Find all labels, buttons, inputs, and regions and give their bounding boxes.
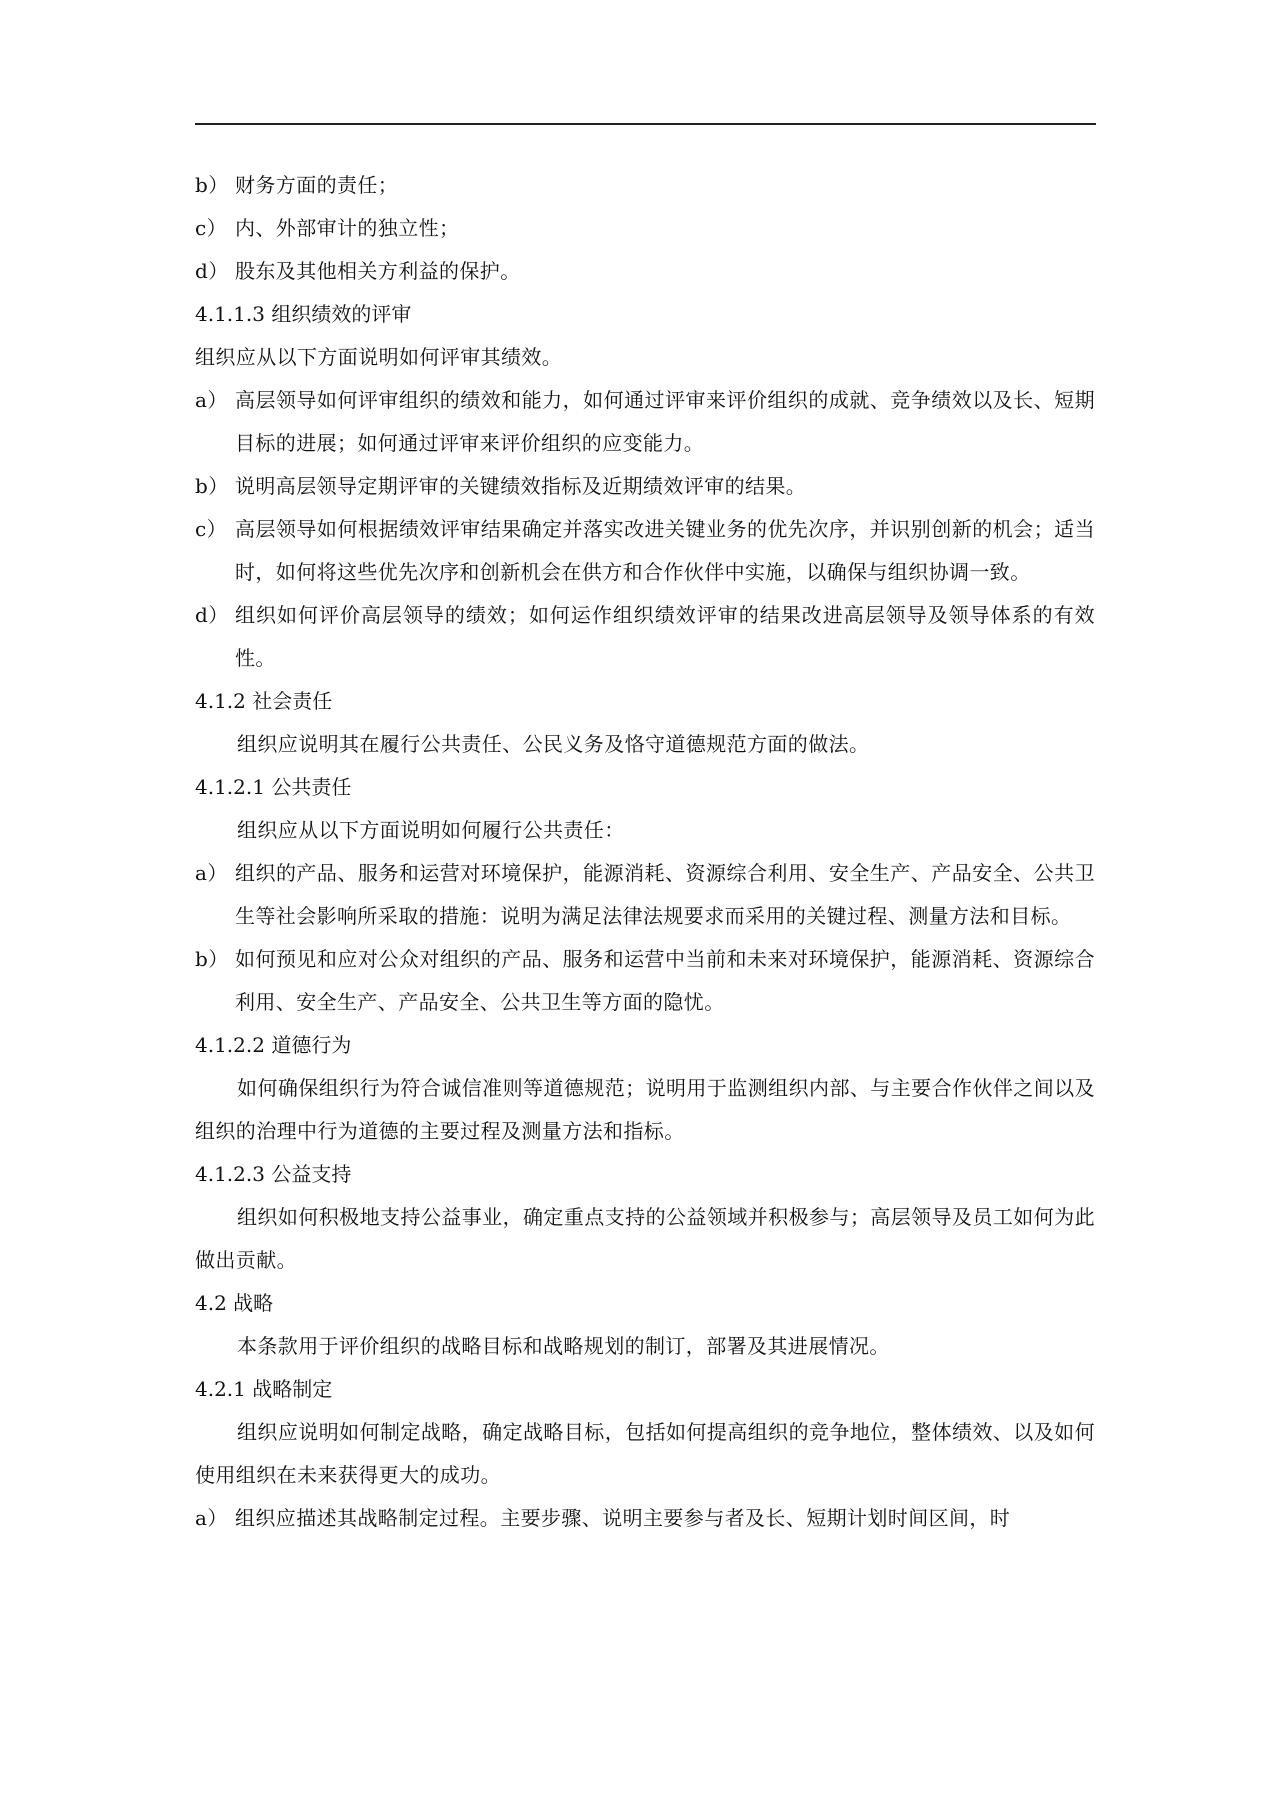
list-item <box>195 250 1095 293</box>
list-item <box>195 938 1095 1024</box>
list-item <box>195 207 1095 250</box>
paragraph: 组织如何积极地支持公益事业，确定重点支持的公益领域并积极参与；高层领导及员工如何为此做出贡献。 <box>195 1205 1095 1272</box>
list-item-marker: b） <box>195 474 229 498</box>
section-heading: 4.1.2.3 公益支持 <box>195 1162 352 1186</box>
paragraph-plain: 组织应从以下方面说明如何评审其绩效。 <box>195 345 563 369</box>
paragraph: 组织应从以下方面说明如何履行公共责任： <box>237 818 625 842</box>
list-item-text: 组织应描述其战略制定过程。主要步骤、说明主要参与者及长、短期计划时间区间，时 <box>235 1506 1011 1530</box>
list-item-text: 财务方面的责任； <box>235 173 399 197</box>
list-item-marker: b） <box>195 173 229 197</box>
list-item-marker: d） <box>195 603 229 627</box>
list-item <box>195 508 1095 594</box>
section-heading: 4.1.2.2 道德行为 <box>195 1033 352 1057</box>
list-item-marker: c） <box>195 517 228 541</box>
paragraph: 本条款用于评价组织的战略目标和战略规划的制订，部署及其进展情况。 <box>237 1334 890 1358</box>
list-item-marker: a） <box>195 861 228 885</box>
header-rule <box>195 123 1096 125</box>
list-item-text: 组织的产品、服务和运营对环境保护，能源消耗、资源综合利用、安全生产、产品安全、公共卫生等社会影响所采取的措施：说明为满足法律法规要求而采用的关键过程、测量方法和目标。 <box>235 861 1095 928</box>
list-item-marker: a） <box>195 1506 228 1530</box>
list-item <box>195 1497 1095 1540</box>
section-heading: 4.1.1.3 组织绩效的评审 <box>195 302 412 326</box>
section-heading: 4.2 战略 <box>195 1291 274 1315</box>
section-heading: 4.1.2.1 公共责任 <box>195 775 352 799</box>
document-body <box>195 164 1095 1540</box>
list-item-marker: d） <box>195 259 229 283</box>
paragraph: 组织应说明其在履行公共责任、公民义务及恪守道德规范方面的做法。 <box>237 732 870 756</box>
list-item-marker: c） <box>195 216 228 240</box>
list-item <box>195 379 1095 465</box>
section-heading: 4.1.2 社会责任 <box>195 689 333 713</box>
list-item <box>195 164 1095 207</box>
list-item-marker: a） <box>195 388 228 412</box>
section-heading: 4.2.1 战略制定 <box>195 1377 333 1401</box>
list-item <box>195 465 1095 508</box>
paragraph: 如何确保组织行为符合诚信准则等道德规范；说明用于监测组织内部、与主要合作伙伴之间以及组织的治理中行为道德的主要过程及测量方法和指标。 <box>195 1076 1095 1143</box>
list-item-text: 说明高层领导定期评审的关键绩效指标及近期绩效评审的结果。 <box>235 474 807 498</box>
list-item <box>195 594 1095 680</box>
list-item-marker: b） <box>195 947 229 971</box>
list-item-text: 内、外部审计的独立性； <box>235 216 460 240</box>
list-item-text: 如何预见和应对公众对组织的产品、服务和运营中当前和未来对环境保护，能源消耗、资源综合利用、安全生产、产品安全、公共卫生等方面的隐忧。 <box>235 947 1095 1014</box>
list-item-text: 高层领导如何评审组织的绩效和能力，如何通过评审来评价组织的成就、竞争绩效以及长、短期目标的进展；如何通过评审来评价组织的应变能力。 <box>235 388 1095 455</box>
list-item-text: 组织如何评价高层领导的绩效；如何运作组织绩效评审的结果改进高层领导及领导体系的有效性。 <box>235 603 1095 670</box>
list-item <box>195 852 1095 938</box>
list-item-text: 股东及其他相关方利益的保护。 <box>235 259 521 283</box>
list-item-text: 高层领导如何根据绩效评审结果确定并落实改进关键业务的优先次序，并识别创新的机会；适当时，如何将这些优先次序和创新机会在供方和合作伙伴中实施，以确保与组织协调一致。 <box>235 517 1095 584</box>
paragraph: 组织应说明如何制定战略，确定战略目标，包括如何提高组织的竞争地位，整体绩效、以及如何使用组织在未来获得更大的成功。 <box>195 1420 1095 1487</box>
